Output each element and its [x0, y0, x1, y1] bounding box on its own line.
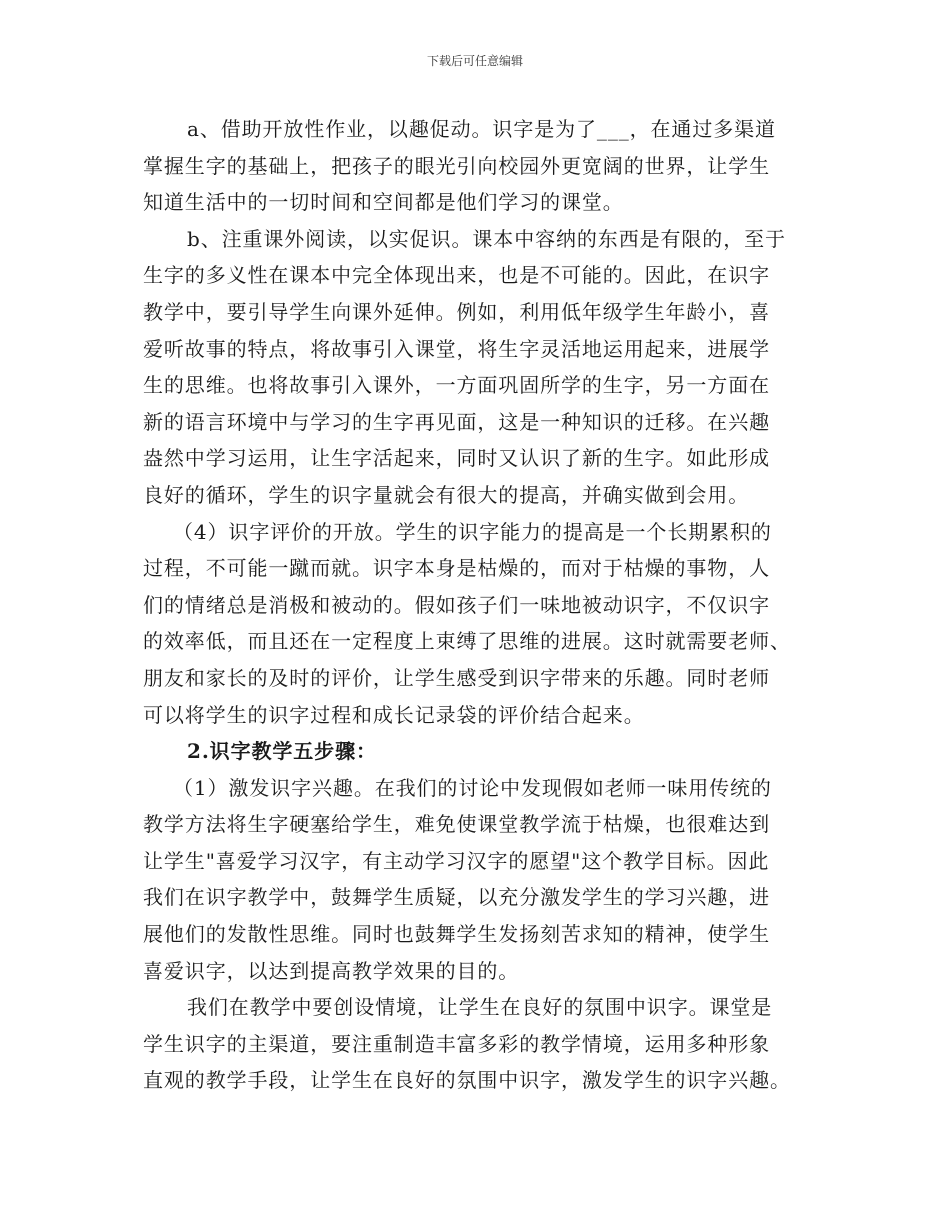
text-line: 喜爱识字，以达到提高教学效果的目的。 — [143, 958, 520, 983]
text-line: 知道生活中的一切时间和空间都是他们学习的课堂。 — [143, 190, 624, 215]
text-line: 教学方法将生字硬塞给学生，难免使课堂教学流于枯燥，也很难达到 — [143, 812, 770, 837]
text-line: 的效率低，而且还在一定程度上束缚了思维的进展。这时就需要老师、 — [143, 629, 791, 654]
text-line: 新的语言环境中与学习的生字再见面，这是一种知识的迁移。在兴趣 — [143, 409, 770, 434]
text-line: （1）激发识字兴趣。在我们的讨论中发现假如老师一味用传统的 — [173, 775, 772, 800]
text-line: 直观的教学手段，让学生在良好的氛围中识字，激发学生的识字兴趣。 — [143, 1068, 791, 1093]
text-line: a、借助开放性作业，以趣促动。识字是为了___，在通过多渠道 — [187, 117, 776, 141]
text-line: 良好的循环，学生的识字量就会有很大的提高，并确实做到会用。 — [143, 482, 750, 507]
text-line: 生字的多义性在课本中完全体现出来，也是不可能的。因此，在识字 — [143, 263, 770, 288]
body-text — [143, 111, 823, 1099]
text-line: 爱听故事的特点，将故事引入课堂，将生字灵活地运用起来，进展学 — [143, 336, 770, 361]
text-line: 生的思维。也将故事引入课外，一方面巩固所学的生字，另一方面在 — [143, 373, 770, 398]
text-line: 展他们的发散性思维。同时也鼓舞学生发扬刻苦求知的精神，使学生 — [143, 922, 770, 947]
text-line: 我们在教学中要创设情境，让学生在良好的氛围中识字。课堂是 — [187, 995, 773, 1020]
page-header: 下载后可任意编辑 — [426, 54, 523, 68]
text-line: 们的情绪总是消极和被动的。假如孩子们一味地被动识字，不仅识字 — [143, 592, 770, 617]
text-line: 掌握生字的基础上，把孩子的眼光引向校园外更宽阔的世界，让学生 — [143, 153, 770, 178]
text-line: 可以将学生的识字过程和成长记录袋的评价结合起来。 — [143, 702, 645, 727]
text-line: 盎然中学习运用，让生字活起来，同时又认识了新的生字。如此形成 — [143, 446, 770, 471]
text-line: 我们在识字教学中，鼓舞学生质疑，以充分激发学生的学习兴趣，进 — [143, 885, 770, 910]
text-line: 过程，不可能一蹴而就。识字本身是枯燥的，而对于枯燥的事物，人 — [143, 556, 770, 581]
text-line: （4）识字评价的开放。学生的识字能力的提高是一个长期累积的 — [173, 519, 772, 544]
text-line: b、注重课外阅读，以实促识。课本中容纳的东西是有限的，至于 — [187, 226, 786, 251]
section-heading: 2.识字教学五步骤： — [187, 739, 377, 764]
text-line: 让学生"喜爱学习汉字，有主动学习汉字的愿望"这个教学目标。因此 — [143, 848, 770, 873]
text-line: 教学中，要引导学生向课外延伸。例如，利用低年级学生年龄小，喜 — [143, 299, 770, 324]
text-line: 朋友和家长的及时的评价，让学生感受到识字带来的乐趣。同时老师 — [143, 665, 770, 690]
text-line: 学生识字的主渠道，要注重制造丰富多彩的教学情境，运用多种形象 — [143, 1031, 770, 1056]
